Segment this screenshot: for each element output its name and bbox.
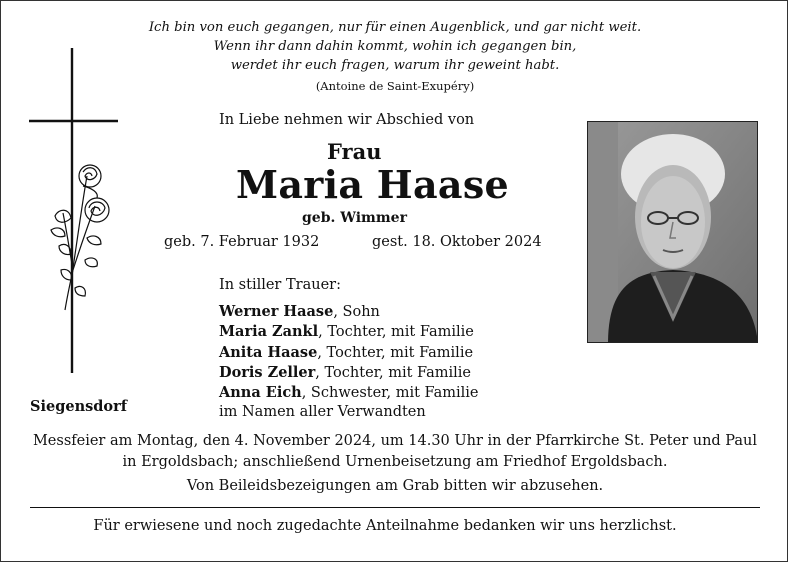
mourner-name: Anna Eich	[219, 384, 302, 402]
mourners-title: In stiller Trauer:	[219, 277, 341, 293]
mourners-closing: im Namen aller Verwandten	[219, 404, 426, 421]
mourner-relation: , Schwester, mit Familie	[301, 385, 479, 402]
poem-line: werdet ihr euch fragen, warum ihr geweint habt.	[230, 58, 560, 73]
list-item	[219, 363, 479, 383]
list-item	[219, 343, 479, 363]
mourner-name: Doris Zeller	[219, 363, 316, 381]
poem-line: Wenn ihr dann dahin kommt, wohin ich gegangen bin,	[213, 39, 577, 54]
birth-date: geb. 7. Februar 1932	[164, 234, 320, 250]
poem-author: (Antoine de Saint-Exupéry)	[315, 79, 475, 93]
mourner-relation: , Tochter, mit Familie	[318, 324, 474, 341]
list-item	[219, 302, 479, 322]
maiden-name: geb. Wimmer	[302, 210, 407, 226]
death-date: gest. 18. Oktober 2024	[372, 234, 542, 250]
service-info	[20, 431, 770, 473]
mourner-relation: , Tochter, mit Familie	[317, 344, 474, 361]
service-line: in Ergoldsbach; anschließend Urnenbeisetzung am Friedhof Ergoldsbach.	[122, 454, 668, 470]
condolence-note: Von Beileidsbezeigungen am Grab bitten wir abzusehen.	[186, 478, 604, 494]
cross-with-roses-icon	[25, 48, 125, 378]
service-line: Messfeier am Montag, den 4. November 2024, um 14.30 Uhr in der Pfarrkirche St. Peter und Paul	[32, 433, 758, 449]
place-name: Siegensdorf	[30, 398, 127, 415]
mourner-name: Werner Haase	[219, 303, 334, 320]
mourner-relation: , Sohn	[333, 304, 380, 320]
mourners-list	[219, 302, 479, 423]
mourner-name: Maria Zankl	[219, 323, 319, 341]
farewell-intro: In Liebe nehmen wir Abschied von	[219, 112, 475, 128]
portrait-photo	[587, 121, 758, 343]
list-item	[219, 383, 479, 403]
list-item	[219, 322, 479, 342]
salutation: Frau	[327, 139, 382, 164]
thanks-note: Für erwiesene und noch zugedachte Anteilnahme bedanken wir uns herzlichst.	[93, 518, 677, 534]
mourner-relation: , Tochter, mit Familie	[315, 364, 472, 381]
poem-line: Ich bin von euch gegangen, nur für einen Augenblick, und gar nicht weit.	[148, 20, 642, 35]
divider	[30, 507, 760, 508]
mourner-name: Anita Haase	[219, 343, 318, 361]
deceased-name: Maria Haase	[236, 162, 510, 207]
